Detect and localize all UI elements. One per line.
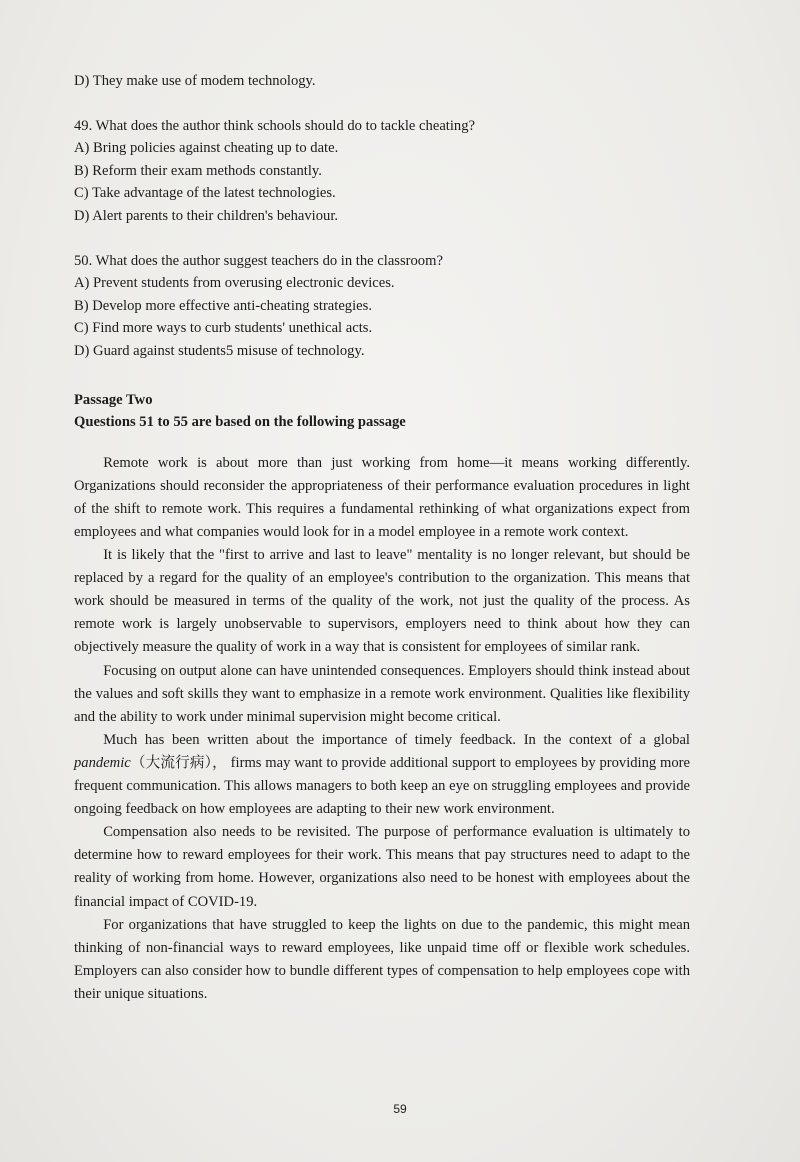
option-c: C) Take advantage of the latest technologies. bbox=[74, 185, 336, 202]
paragraph-2: It is likely that the "first to arrive and last to leave" mentality is no longer relevant, but should be replaced by a regard for the quality of an employee's contribution to the organization. This means that work should be measured in terms of the quality of the work, not just the quality of the process. As remote work is largely unobservable to supervisors, employers need to think about how they can objectively measure the quality of work in a way that is consistent for employees of similar rank. bbox=[74, 547, 690, 656]
paragraph-6: For organizations that have struggled to keep the lights on due to the pandemic, this might mean thinking of non-financial ways to reward employees, like unpaid time off or flexible work schedules. Employers can also consider how to bundle different types of compensation to help employees cope with their unique situations. bbox=[74, 916, 690, 1002]
glossed-term: pandemic bbox=[74, 754, 131, 771]
paragraph-5: Compensation also needs to be revisited. The purpose of performance evaluation is ultimately to determine how to reward employees for their work. This means that pay structures need to adapt to the reality of working from home. However, organizations also need to be honest with employees about the financial impact of COVID-19. bbox=[74, 824, 690, 910]
question-stem: 49. What does the author think schools should do to tackle cheating? bbox=[74, 117, 475, 134]
option-c: C) Find more ways to curb students' unethical acts. bbox=[74, 320, 373, 337]
paragraph-4 bbox=[74, 729, 690, 821]
question-50 bbox=[74, 250, 690, 363]
option-b: B) Reform their exam methods constantly. bbox=[74, 162, 322, 179]
option-d: D) Guard against students5 misuse of technology. bbox=[74, 342, 365, 359]
option-48-d: D) They make use of modem technology. bbox=[74, 73, 316, 89]
paragraph-4-rest: firms may want to provide additional support to employees by providing more frequent communication. This allows managers to both keep an eye on struggling employees and provide ongoing feedback on how employees are adapting to their new work environment. bbox=[74, 754, 691, 818]
chinese-gloss: （大流行病）， bbox=[130, 754, 227, 771]
option-b: B) Develop more effective anti-cheating strategies. bbox=[74, 297, 372, 314]
passage-subtitle: Questions 51 to 55 are based on the following passage bbox=[74, 414, 406, 431]
paragraph-3: Focusing on output alone can have unintended consequences. Employers should think instead about the values and soft skills they want to emphasize in a remote work environment. Qualities like flexibility and the ability to work under minimal supervision might become critical. bbox=[74, 662, 690, 725]
passage-title: Passage Two bbox=[74, 391, 153, 408]
question-stem: 50. What does the author suggest teachers do in the classroom? bbox=[74, 252, 443, 269]
page-content bbox=[74, 70, 690, 1006]
option-a: A) Prevent students from overusing electronic devices. bbox=[74, 275, 395, 292]
question-49 bbox=[74, 115, 690, 228]
paragraph-1: Remote work is about more than just working from home—it means working differently. Organizations should reconsider the appropriateness of their performance evaluation procedures in light of the shift to remote work. This requires a fundamental rethinking of what organizations expect from employees and what companies would look for in a model employee in a remote work context. bbox=[74, 454, 690, 540]
paragraph-4-start: Much has been written about the importance of timely feedback. In the context of a global bbox=[103, 731, 690, 748]
option-a: A) Bring policies against cheating up to date. bbox=[74, 140, 339, 157]
passage-body bbox=[74, 452, 690, 1006]
option-d: D) Alert parents to their children's behaviour. bbox=[74, 207, 339, 224]
page-number: 59 bbox=[393, 1102, 407, 1116]
